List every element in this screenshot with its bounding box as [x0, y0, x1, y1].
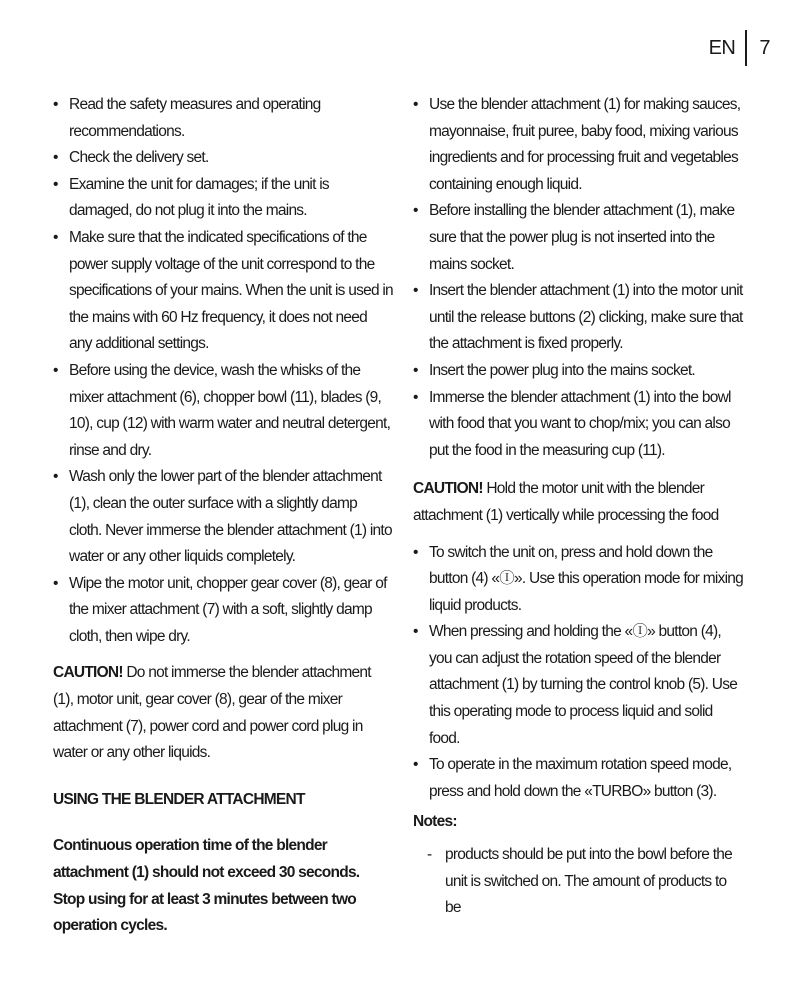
- right-column: [413, 92, 743, 922]
- list-item: • Check the delivery set.: [53, 149, 209, 167]
- list-item: - products should be put into the bowl before the unit is switched on. The amount of products to be: [427, 846, 733, 917]
- list-item: • To switch the unit on, press and hold down the button (4) «Ⓘ». Use this operation mode for mixing liquid products.: [413, 543, 744, 614]
- list-item: • Examine the unit for damages; if the unit is damaged, do not plug it into the mains.: [53, 175, 329, 220]
- list-item: • Insert the power plug into the mains socket.: [413, 361, 695, 379]
- caution-text: Hold the motor unit with the blender attachment (1) vertically while processing the food: [413, 480, 719, 524]
- right-bullet-list-2: [413, 540, 743, 806]
- language-code: EN: [708, 36, 736, 59]
- caution-label: CAUTION!: [53, 664, 123, 682]
- right-bullet-list-1: [413, 92, 743, 464]
- list-item: • Wash only the lower part of the blender attachment (1), clean the outer surface with a slightly damp cloth. Never immerse the blender attachment (1) into water or any other liquids completely.: [53, 468, 392, 566]
- list-item: • Immerse the blender attachment (1) into the bowl with food that you want to chop/mix; you can also put the food in the measuring cup (11).: [413, 388, 731, 459]
- list-item: • When pressing and holding the «Ⓘ» button (4), you can adjust the rotation speed of the blender attachment (1) by turning the control knob (5). Use this operating mode to process liquid and solid food.: [413, 623, 738, 747]
- list-item: • To operate in the maximum rotation speed mode, press and hold down the «TURBO» button (3).: [413, 756, 732, 800]
- caution-paragraph: [413, 476, 743, 529]
- caution-text: Do not immerse the blender attachment (1), motor unit, gear cover (8), gear of the mixer attachment (7), power cord and power cord plug in water or any other liquids.: [53, 664, 371, 762]
- header-divider: [745, 30, 747, 66]
- page-header: [709, 30, 770, 66]
- operation-time-warning: Continuous operation time of the blender attachment (1) should not exceed 30 seconds. Stop using for at least 3 minutes between two operation cycles.: [53, 837, 360, 935]
- list-item: • Before using the device, wash the whisks of the mixer attachment (6), chopper bowl (11), blades (9, 10), cup (12) with warm water and neutral detergent, rinse and dry.: [53, 361, 391, 459]
- left-column: [53, 92, 393, 940]
- list-item: • Insert the blender attachment (1) into the motor unit until the release buttons (2) clicking, make sure that the attachment is fixed properly.: [413, 282, 743, 353]
- list-item: • Before installing the blender attachment (1), make sure that the power plug is not inserted into the mains socket.: [413, 202, 735, 273]
- section-heading: USING THE BLENDER ATTACHMENT: [53, 790, 305, 808]
- list-item: • Make sure that the indicated specifications of the power supply voltage of the unit correspond to the specifications of your mains. When the unit is used in the mains with 60 Hz frequency, it does not need any additional settings.: [53, 228, 393, 353]
- page-number: 7: [759, 36, 770, 59]
- notes-list: [413, 842, 743, 922]
- list-item: • Use the blender attachment (1) for making sauces, mayonnaise, fruit puree, baby food, mixing various ingredients and for processing fruit and vegetables containing enough liquid.: [413, 96, 741, 193]
- caution-label: CAUTION!: [413, 480, 483, 498]
- left-bullet-list: [53, 92, 393, 650]
- caution-paragraph: [53, 660, 393, 766]
- list-item: • Wipe the motor unit, chopper gear cover (8), gear of the mixer attachment (7) with a soft, slightly damp cloth, then wipe dry.: [53, 574, 387, 645]
- notes-label: Notes:: [413, 813, 457, 831]
- list-item: • Read the safety measures and operating recommendations.: [53, 96, 321, 140]
